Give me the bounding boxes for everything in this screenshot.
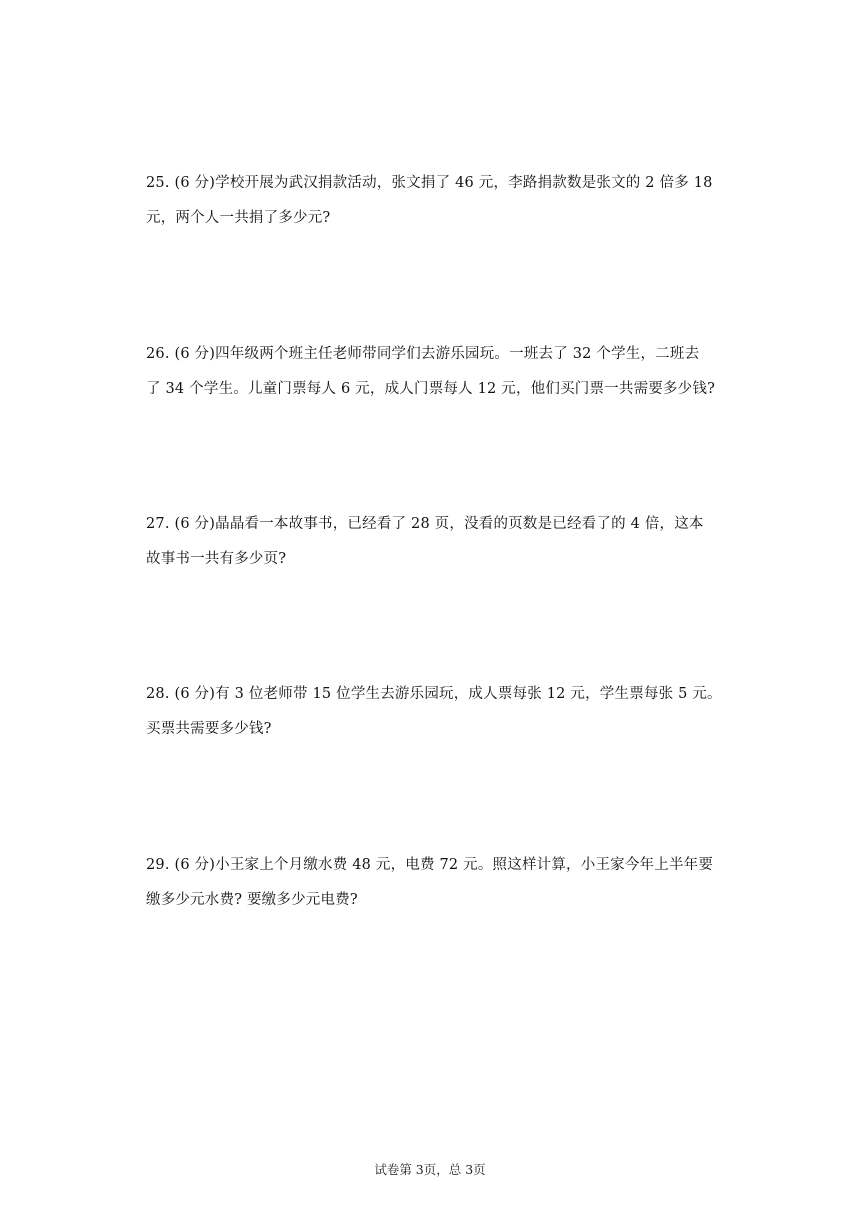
question-27-line-2: 故事书一共有多少页? (146, 551, 287, 567)
question-28-line-1: 28. (6 分)有 3 位老师带 15 位学生去游乐园玩，成人票每张 12 元，学生票每张 5 元。 (146, 686, 722, 702)
question-26-line-2: 了 34 个学生。儿童门票每人 6 元，成人门票每人 12 元，他们买门票一共需要多少钱? (146, 381, 716, 397)
question-25 (146, 166, 722, 236)
question-29-line-1: 29. (6 分)小王家上个月缴水费 48 元，电费 72 元。照这样计算，小王家今年上半年要 (146, 857, 714, 873)
question-28-line-2: 买票共需要多少钱? (146, 721, 272, 737)
question-28 (146, 677, 722, 747)
question-27-line-1: 27. (6 分)晶晶看一本故事书，已经看了 28 页，没看的页数是已经看了的 4 倍，这本 (146, 516, 704, 532)
question-29-line-2: 缴多少元水费? 要缴多少元电费? (146, 892, 358, 908)
question-26 (146, 337, 722, 407)
question-25-line-1: 25. (6 分)学校开展为武汉捐款活动，张文捐了 46 元，李路捐款数是张文的 2 倍多 18 (146, 175, 713, 191)
question-25-line-2: 元，两个人一共捐了多少元? (146, 210, 331, 226)
question-27 (146, 507, 722, 577)
question-29 (146, 848, 722, 918)
question-26-line-1: 26. (6 分)四年级两个班主任老师带同学们去游乐园玩。一班去了 32 个学生，二班去 (146, 346, 700, 362)
page-footer: 试卷第 3页，总 3页 (374, 1162, 486, 1177)
